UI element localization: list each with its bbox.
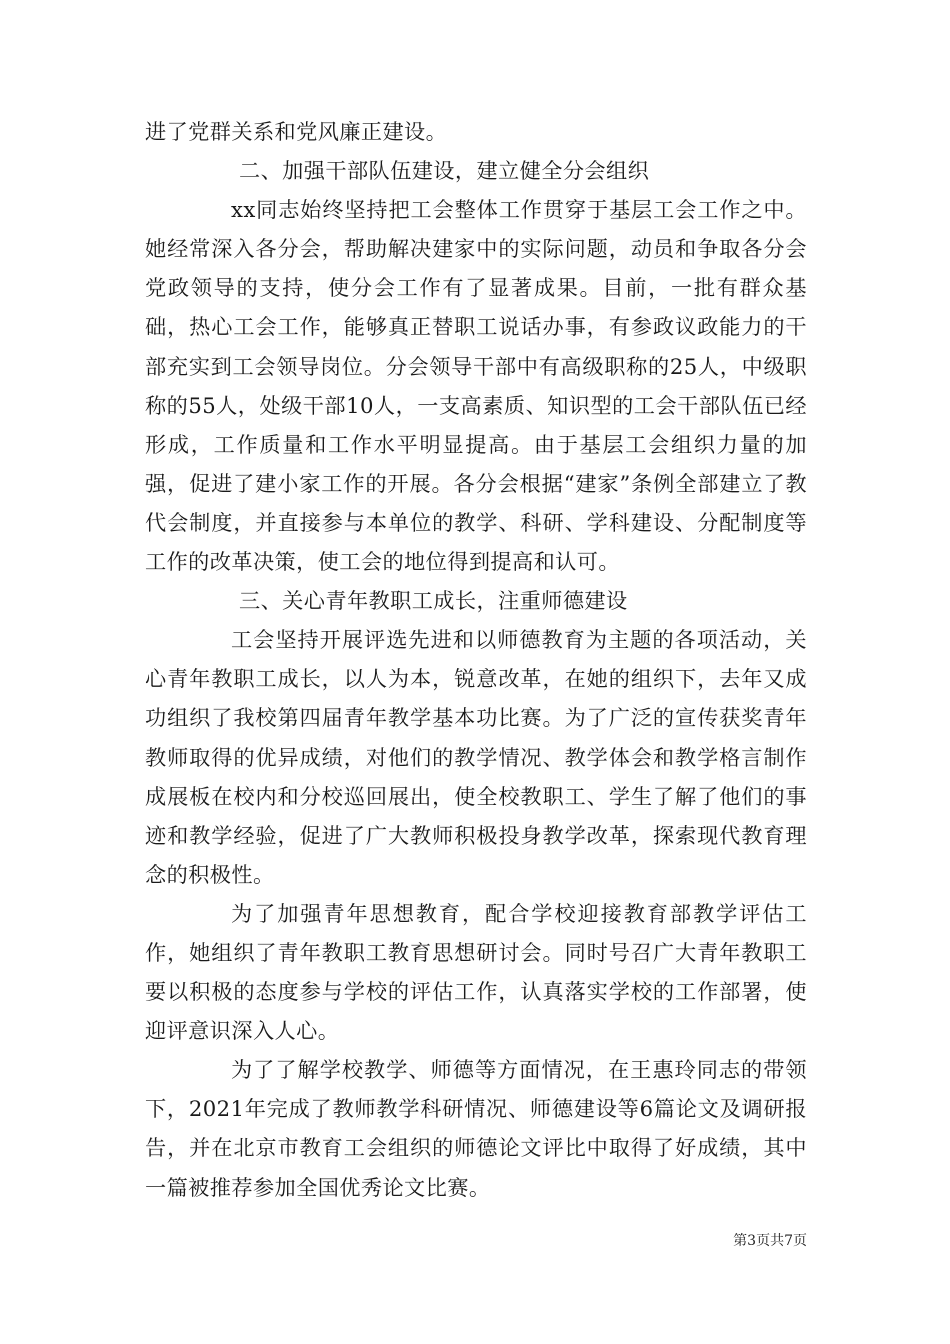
page-number-footer: 第3页共7页 [733, 1233, 807, 1249]
document-body [145, 112, 807, 1207]
section-heading-2: 二、加强干部队伍建设，建立健全分会组织 [239, 158, 650, 184]
paragraph-young-staff: 工会坚持开展评选先进和以师德教育为主题的各项活动，关心青年教职工成长，以人为本，锐意改革，在她的组织下，去年又成功组织了我校第四届青年教学基本功比赛。为了广泛的宣传获奖青年教师取得的优异成绩，对他们的教学情况、教学体会和教学格言制作成展板在校内和分校巡回展出，使全校教职工、学生了解了他们的事迹和教学经验，促进了广大教师积极投身教学改革，探索现代教育理念的积极性。 [145, 627, 807, 887]
paragraph-research-reports: 为了了解学校教学、师德等方面情况，在王惠玲同志的带领下，2021年完成了教师教学科研情况、师德建设等6篇论文及调研报告，并在北京市教育工会组织的师德论文评比中取得了好成绩，其中一篇被推荐参加全国优秀论文比赛。 [145, 1057, 807, 1200]
paragraph-continuation: 进了党群关系和党风廉正建设。 [145, 119, 448, 144]
paragraph-ideology-education: 为了加强青年思想教育，配合学校迎接教育部教学评估工作，她组织了青年教职工教育思想研讨会。同时号召广大青年教职工要以积极的态度参与学校的评估工作，认真落实学校的工作部署，使迎评意识深入人心。 [145, 900, 807, 1044]
section-heading-3: 三、关心青年教职工成长，注重师德建设 [239, 588, 628, 614]
paragraph-cadre-building: xx同志始终坚持把工会整体工作贯穿于基层工会工作之中。她经常深入各分会，帮助解决建家中的实际问题，动员和争取各分会党政领导的支持，使分会工作有了显著成果。目前，一批有群众基础，热心工会工作，能够真正替职工说话办事，有参政议政能力的干部充实到工会领导岗位。分会领导干部中有高级职称的25人，中级职称的55人，处级干部10人，一支高素质、知识型的工会干部队伍已经形成，工作质量和工作水平明显提高。由于基层工会组织力量的加强，促进了建小家工作的开展。各分会根据“建家”条例全部建立了教代会制度，并直接参与本单位的教学、科研、学科建设、分配制度等工作的改革决策，使工会的地位得到提高和认可。 [145, 197, 807, 575]
